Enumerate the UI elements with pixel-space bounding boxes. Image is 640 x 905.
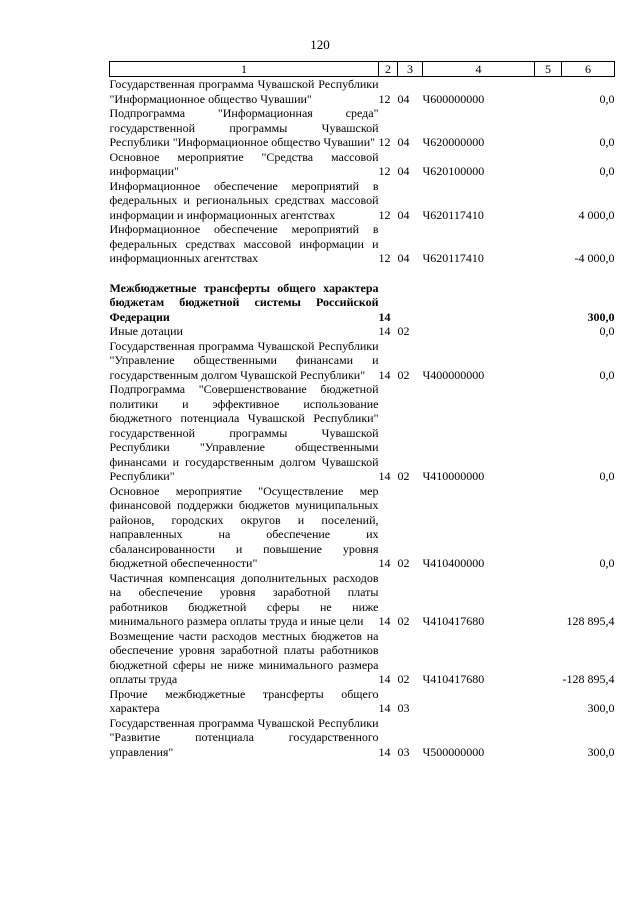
table-row [110,179,615,223]
row-section: 12 [378,91,391,106]
row-name: Информационное обеспечение мероприятий в федеральных и региональных средствах массовой информации и информационных агентствах [109,178,379,222]
row-expense-type [535,222,562,266]
budget-table [109,61,615,759]
row-section: 12 [378,164,391,178]
row-section: 12 [378,251,391,265]
row-target-article [423,687,535,716]
table-row [110,281,615,325]
row-expense-type [535,687,562,716]
row-name: Прочие межбюджетные трансферты общего характера [109,686,379,715]
row-subsection: 04 [397,164,410,178]
row-target-article: Ч410400000 [422,556,485,570]
row-name: Основное мероприятие "Средства массовой информации" [109,149,379,178]
row-amount: 0,0 [599,556,615,570]
row-amount: 4 000,0 [578,207,615,222]
row-section: 14 [378,469,391,483]
row-subsection: 04 [397,91,410,106]
row-expense-type [535,382,562,484]
table-row [110,687,615,716]
row-amount: 0,0 [599,91,615,106]
row-subsection: 02 [397,324,410,338]
table-row [110,324,615,339]
row-amount: 300,0 [587,309,615,324]
row-target-article: Ч410417680 [422,672,485,686]
column-header-name: 1 [110,62,379,77]
table-row [110,484,615,571]
row-subsection: 04 [397,251,410,265]
column-header-amount: 6 [562,62,615,77]
row-subsection: 03 [397,744,410,759]
row-subsection: 02 [397,556,410,570]
row-name: Информационное обеспечение мероприятий в федеральных средствах массовой информации и информационных агентствах [109,222,379,265]
row-name: Государственная программа Чувашской Республики "Информационное общество Чувашии" [109,77,379,106]
row-subsection: 02 [397,469,410,483]
row-expense-type [535,484,562,571]
row-name: Государственная программа Чувашской Республики "Развитие потенциала государственного управления" [109,715,379,759]
row-expense-type [535,150,562,179]
row-target-article: Ч400000000 [422,367,485,382]
row-target-article: Ч410417680 [422,614,485,628]
row-section: 12 [378,135,391,149]
row-name: Возмещение части расходов местных бюджетов на обеспечение уровня заработной платы работников бюджетной сферы не ниже минимального размера оплаты труда [109,628,379,686]
row-subsection: 02 [397,614,410,628]
row-section: 14 [378,556,391,570]
row-amount: 300,0 [587,744,615,759]
row-amount: 300,0 [587,701,615,715]
row-target-article: Ч620117410 [422,251,484,265]
table-row [110,106,615,150]
row-section: 12 [378,207,391,222]
row-section: 14 [378,614,391,628]
row-expense-type [535,716,562,760]
row-subsection: 04 [397,207,410,222]
row-expense-type [535,281,562,325]
row-section: 14 [378,367,391,382]
row-amount: -128 895,4 [562,672,615,686]
row-subsection [398,281,423,325]
table-row [110,339,615,383]
row-target-article: Ч600000000 [422,91,485,106]
row-amount: 0,0 [599,164,615,178]
column-header-subsection: 3 [398,62,423,77]
row-name: Иные дотации [109,324,183,338]
row-amount: 0,0 [599,367,615,382]
table-row [110,222,615,266]
row-section: 14 [378,744,391,759]
row-expense-type [535,339,562,383]
row-expense-type [535,77,562,107]
row-expense-type [535,179,562,223]
row-name: Подпрограмма "Информационная среда" государственной программы Чувашской Республики "Информационное общество Чувашии" [109,106,379,149]
row-subsection: 04 [397,135,410,149]
row-target-article: Ч620100000 [422,164,485,178]
row-expense-type [535,106,562,150]
row-section: 14 [378,701,391,715]
row-section: 14 [378,309,391,324]
row-amount: 0,0 [599,469,615,483]
table-row [110,77,615,107]
column-header-section: 2 [379,62,398,77]
row-name: Межбюджетные трансферты общего характера бюджетам бюджетной системы Российской Федерации [109,280,379,324]
row-subsection: 02 [397,672,410,686]
row-amount: 0,0 [599,324,615,338]
row-target-article [423,281,535,325]
table-row [110,382,615,484]
table-row [110,716,615,760]
row-target-article: Ч500000000 [422,744,485,759]
row-name: Основное мероприятие "Осуществление мер финансовой поддержки бюджетов муниципальных районов, городских округов и поселений, направленных на обеспечение их сбалансированности и повышение уровня бюджетной обеспеченности" [109,483,379,570]
table-row [110,629,615,687]
row-section: 14 [378,672,391,686]
column-header-target-article: 4 [423,62,535,77]
table-header [110,62,615,77]
row-section: 14 [378,324,391,338]
row-subsection: 02 [397,367,410,382]
row-amount: -4 000,0 [574,251,615,265]
row-amount: 0,0 [599,135,615,149]
row-target-article: Ч410000000 [422,469,485,483]
row-expense-type [535,629,562,687]
row-expense-type [535,571,562,629]
row-target-article: Ч620000000 [422,135,485,149]
row-expense-type [535,324,562,339]
column-header-expense-type: 5 [535,62,562,77]
row-amount: 128 895,4 [566,614,615,628]
row-name: Частичная компенсация дополнительных расходов на обеспечение уровня заработной платы работников бюджетной сферы не ниже минимального размера оплаты труда и иные цели [109,570,379,628]
table-row [110,150,615,179]
row-target-article: Ч620117410 [422,207,484,222]
row-name: Государственная программа Чувашской Республики "Управление общественными финансами и государственным долгом Чувашской Республики" [109,338,379,382]
table-row [110,571,615,629]
row-subsection: 03 [397,701,410,715]
row-target-article [423,324,535,339]
spacer-row [110,266,615,281]
row-name: Подпрограмма "Совершенствование бюджетной политики и эффективное использование бюджетного потенциала Чувашской Республики" государственной программы Чувашской Республики "Управление общественными финансами и государственным долгом Чувашской Республики" [109,382,379,483]
table-body [110,77,615,760]
page-number: 120 [310,37,330,52]
